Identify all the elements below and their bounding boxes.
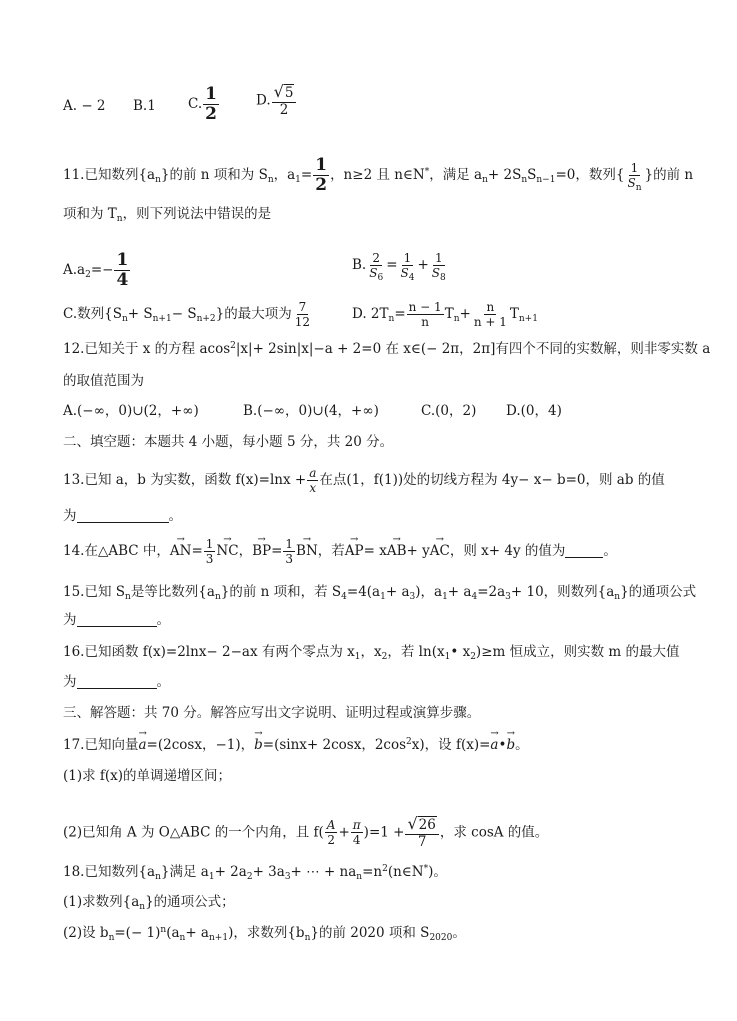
q11-option-a: $A.a_2=-$ $\frac{1}{4}$ [63, 250, 129, 290]
q10-option-a: A. − 2 [63, 98, 106, 114]
q18-stem: 18.已知数列$\{a_n\}$满足 $a_1+ 2a_2+ 3a_3+$ ⋯ + $na_n=n^2(n\in N^*)$。 [63, 864, 447, 882]
q16-answer-blank[interactable] [77, 674, 157, 689]
q10-option-d: D. √ 5 2 [256, 84, 297, 118]
q11-stem-line2: 项和为 $T_n$，则下列说法中错误的是 [63, 206, 272, 224]
q14-answer-blank[interactable] [565, 543, 603, 558]
q14-stem: 14.在△ABC 中，→ AN= $\frac{1}{3}$ → NC，→ BP= $\frac{1}{3}$ → BN，若→ AP= x→ AB+ y→ AC，则 x+ 4y 的值为 。 [63, 538, 617, 565]
q17-stem: 17.已知向量→ a=(2cosx，−1)，→ b=(sinx+ 2cosx，$2\cos^2x$)，设 f(x)=→ a•→ b。 [63, 735, 529, 755]
q15-answer-blank[interactable] [77, 612, 157, 627]
q11-stem: 11.已知数列$\{a_n\}$的前 n 项和为 $S_n$，$a_1=$ $\frac{1}{2}$ ，n≥2 且 n∈N*，满足 $a_n+ 2S_nS_{n-1}=0$，数列{ $\frac{1}{S_n}$ }的前 n [63, 155, 694, 195]
q12-option-d: D.(0，4) [506, 403, 562, 419]
q12-stem-line2: 的取值范围为 [63, 373, 144, 389]
q10-option-c: C. $\frac{1}{2}$ [188, 84, 217, 124]
q15-stem: 15.已知 $S_n$是等比数列$\{a_n\}$的前 n 项和，若 $S_4=4(a_1+ a_3)$，$a_1+ a_4=2a_3+ 10$，则数列$\{a_n\}$的通项公式 [63, 584, 697, 602]
q17-part-1: (1)求 f(x)的单调递增区间； [63, 768, 232, 784]
section-3-heading: 三、解答题：共 70 分。解答应写出文字说明、证明过程或演算步骤。 [63, 705, 481, 721]
q16-stem: 16.已知函数 f(x)=2lnx− 2−ax 有两个零点为 $x_1$，$x_2$，若 $\ln(x_1•$ $x_2)\ge m$ 恒成立，则实数 m 的最大值 [63, 644, 680, 662]
q11-option-c: C.数列$\{S_n+ S_{n+1}- S_{n+2}\}$的最大项为 $\frac{7}{12}$ [63, 300, 311, 329]
q12-stem: 12.已知关于 x 的方程 acos$^2$|x|+ 2sin|x|−a + 2=0 在 x∈(− 2π，2π]有四个不同的实数解，则非零实数 a [63, 341, 711, 357]
q13-answer-blank[interactable] [77, 508, 169, 523]
q13-stem: 13.已知 a，b 为实数，函数 f(x)=lnx + $\frac{a}{x}$ 在点(1，f(1))处的切线方程为 4y− x− b=0，则 ab 的值 [63, 466, 665, 495]
q10-option-b: B.1 [133, 98, 156, 114]
q13-answer-line: 为 。 [63, 508, 182, 524]
q12-option-b: B.(−∞，0)∪(4，+∞) [243, 403, 379, 419]
section-2-heading: 二、填空题：本题共 4 小题，每小题 5 分，共 20 分。 [63, 434, 394, 450]
q12-option-c: C.(0，2) [421, 403, 477, 419]
q15-answer-line: 为 。 [63, 612, 170, 628]
q18-part-1: (1)求数列$\{a_n\}$的通项公式； [63, 894, 235, 912]
q12-option-a: A.(−∞，0)∪(2，+∞) [63, 403, 199, 419]
q11-option-b: B. $\frac{2}{S_6}$ = $\frac{1}{S_4}$ + $\frac{1}{S_8}$ [352, 251, 446, 283]
q18-part-2: (2)设 $b_n=(- 1)^n(a_n+ a_{n+1})$，求数列$\{b_n\}$的前 2020 项和 $S_{2020}$。 [63, 925, 466, 943]
q16-answer-line: 为 。 [63, 674, 170, 690]
q17-part-2: (2)已知角 A 为 O△ABC 的一个内角，且 f( $\frac{A}{2}$ + $\frac{\pi}{4}$ )=1 + √ 26 7 ，求 cosA 的值。 [63, 814, 549, 851]
q11-option-d: D. $2T_n=$ $\frac{n - 1}{n}$ $T_n+$ $\frac{n}{n + 1}$ $T_{n+1}$ [352, 300, 538, 329]
